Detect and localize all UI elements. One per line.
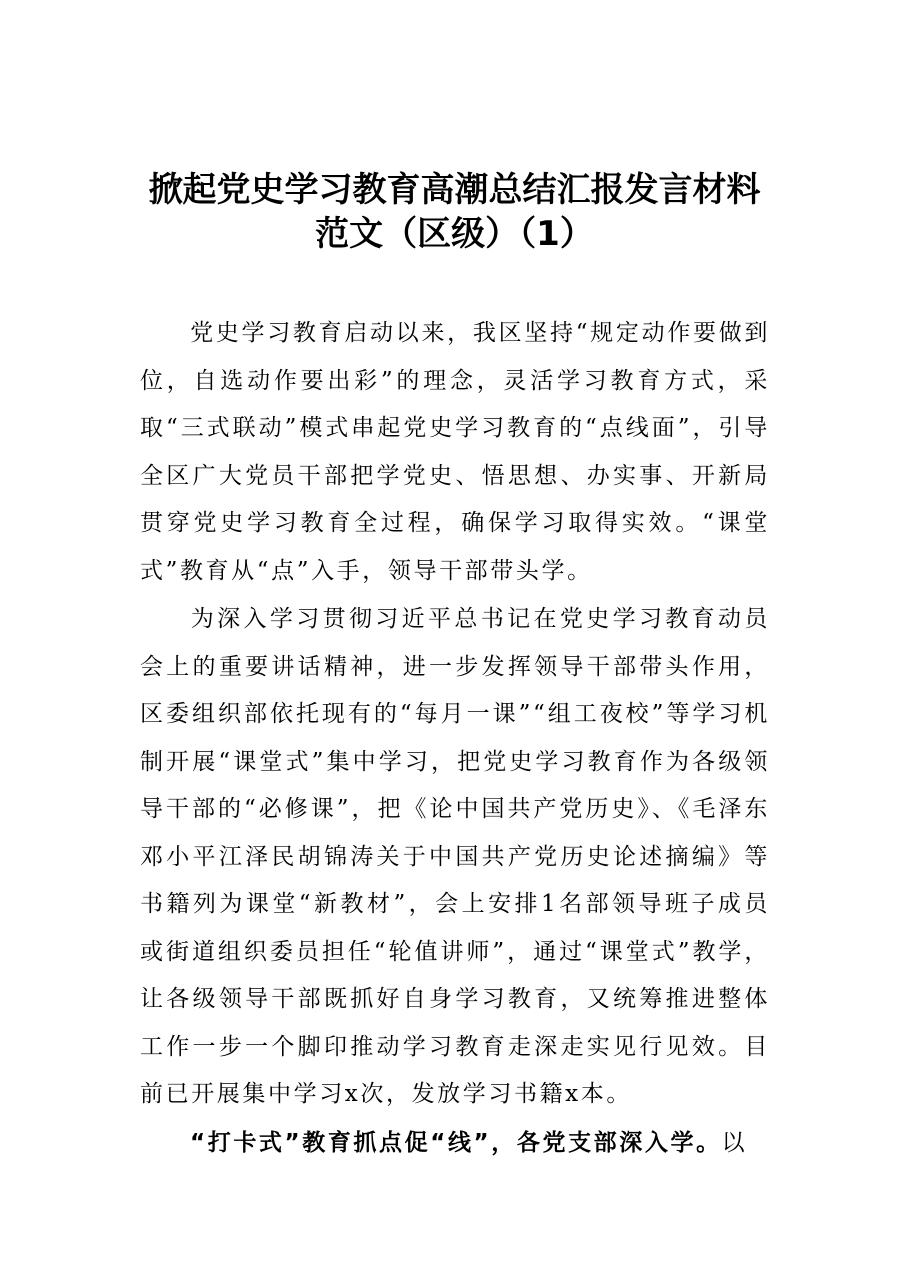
paragraph-3-bold-heading: “打卡式”教育抓点促“线”，各党支部深入学。	[190, 1130, 722, 1156]
paragraph-1-text: 党史学习教育启动以来，我区坚持“规定动作要做到位，自选动作要出彩”的理念，灵活学习教育方式，采取“三式联动”模式串起党史学习教育的“点线面”，引导全区广大党员干部把学党史、悟思想、办实事、开新局贯穿党史学习教育全过程，确保学习取得实效。“课堂式”教育从“点”入手，领导干部带头学。	[140, 320, 770, 584]
paragraph-3-text: 以	[721, 1130, 748, 1156]
paragraph-1	[140, 310, 770, 595]
document-title-line-2: 范文（区级）（1）	[315, 214, 594, 254]
paragraph-2	[140, 596, 770, 1119]
paragraph-2-text: 为深入学习贯彻习近平总书记在党史学习教育动员会上的重要讲话精神，进一步发挥领导干部带头作用，区委组织部依托现有的“每月一课”“组工夜校”等学习机制开展“课堂式”集中学习，把党史学习教育作为各级领导干部的“必修课”，把《论中国共产党历史》、《毛泽东邓小平江泽民胡锦涛关于中国共产党历史论述摘编》等书籍列为课堂“新教材”，会上安排1名部领导班子成员或街道组织委员担任“轮值讲师”，通过“课堂式”教学，让各级领导干部既抓好自身学习教育，又统筹推进整体工作一步一个脚印推动学习教育走深走实见行见效。目前已开展集中学习x次，发放学习书籍x本。	[140, 606, 770, 1107]
paragraph-3	[140, 1120, 770, 1168]
document-title-line-1: 掀起党史学习教育高潮总结汇报发言材料	[148, 170, 761, 210]
